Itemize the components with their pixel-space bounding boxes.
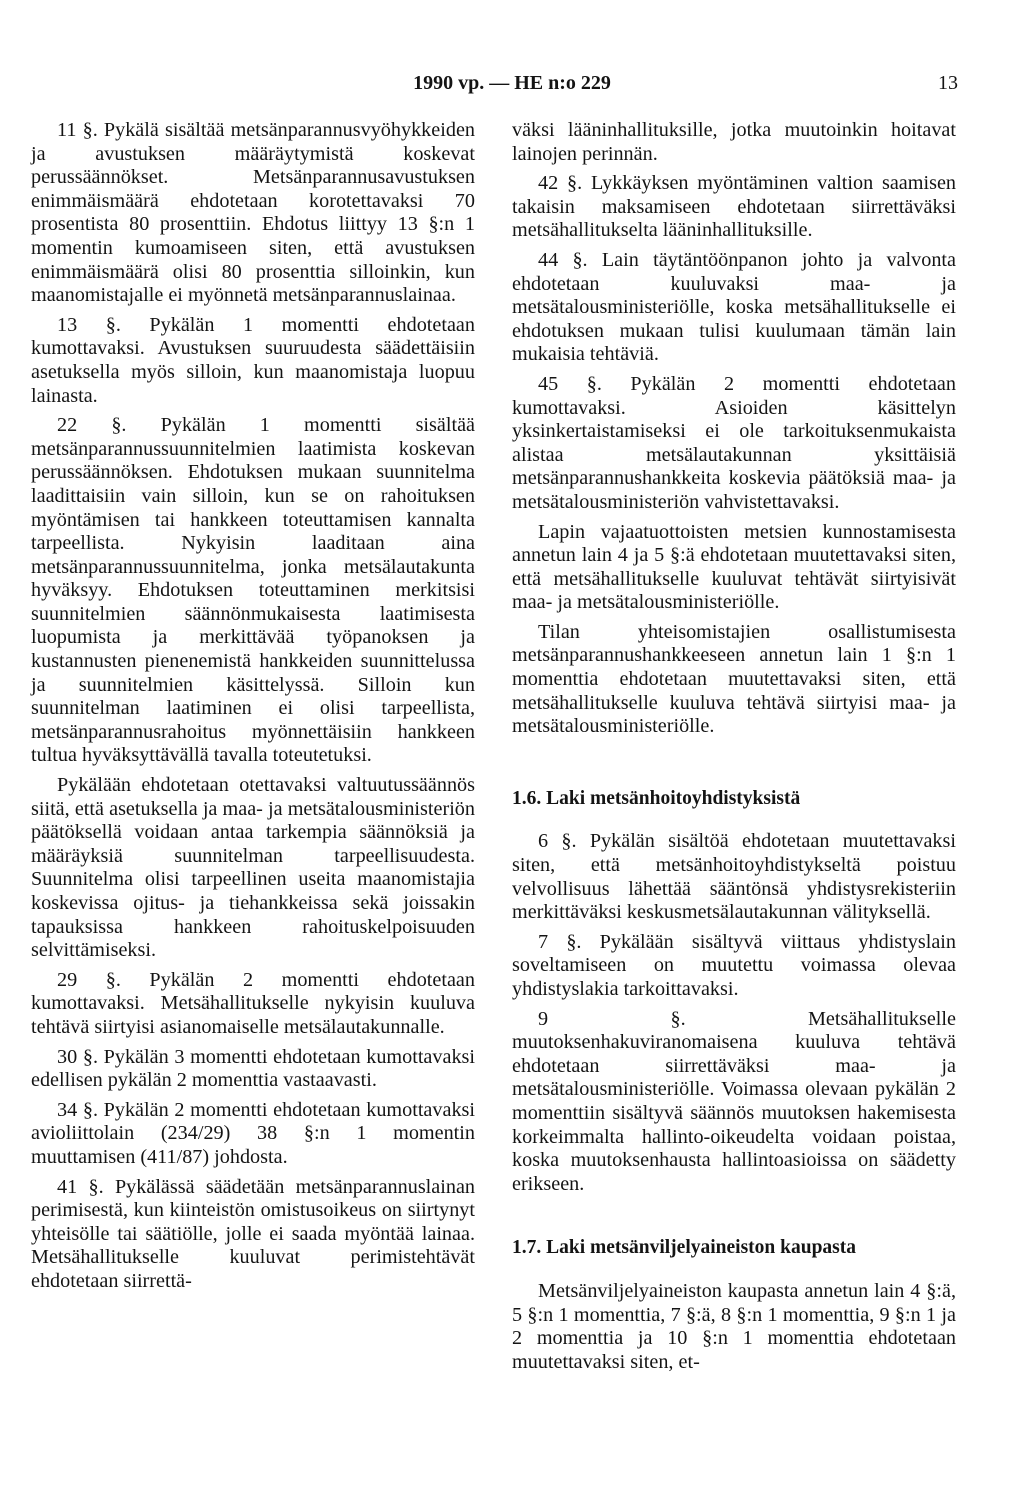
left-column bbox=[31, 119, 475, 1300]
section-22-paragraph: 22 §. Pykälän 1 momentti sisältää metsänparannussuunnitelmien laatimista koskevan perussäännöksen. Ehdotuksen mukaan suunnitelma laadittaisiin vain silloin, kun se on rahoituksen myöntämisen tai hankkeen toteuttamisen kannalta tarpeellista. Nykyisin laaditaan aina metsänparannussuunnitelma, jonka metsälautakunta hyväksyy. Ehdotuksen toteuttaminen merkitsisi suunnitelmien säännönmukaisesta laatimisesta luopumista ja merkittävää työpanoksen ja kustannusten pienenemistä hankkeiden suunnittelussa ja suunnitelmien käsittelyssä. Silloin kun suunnitelman laatiminen ei olisi tarpeellista, metsänparannusrahoitus myönnettäisiin hankkeen tultua hyväksyttävällä tavalla toteutetuksi. bbox=[31, 414, 475, 767]
section-6-paragraph: 6 §. Pykälän sisältöä ehdotetaan muutettavaksi siten, että metsänhoitoyhdistykseltä poistuu velvollisuus lähettää sääntönsä yhdistysrekisteriin merkittäväksi keskusmetsälautakunnan välityksellä. bbox=[512, 830, 956, 924]
continued-paragraph: väksi lääninhallituksille, jotka muutoinkin hoitavat lainojen perinnän. bbox=[512, 119, 956, 165]
section-30-paragraph: 30 §. Pykälän 3 momentti ehdotetaan kumottavaksi edellisen pykälän 2 momenttia vastaavasti. bbox=[31, 1045, 475, 1092]
section-13-paragraph: 13 §. Pykälän 1 momentti ehdotetaan kumottavaksi. Avustuksen suuruudesta säädettäisiin asetuksella myös silloin, kun maanomistaja luopuu lainasta. bbox=[31, 313, 475, 407]
section-29-paragraph: 29 §. Pykälän 2 momentti ehdotetaan kumottavaksi. Metsähallitukselle nykyisin kuuluva tehtävä siirtyisi asianomaiselle metsälautakunnalle. bbox=[31, 968, 475, 1038]
right-column bbox=[512, 119, 956, 1380]
section-41-paragraph: 41 §. Pykälässä säädetään metsänparannuslainan perimisestä, kun kiinteistön omistusoikeus on siirtynyt yhteisölle tai säätiölle, jolle ei saada myöntää lainaa. Metsähallitukselle kuuluvat perimistehtävät ehdotetaan siirrettä- bbox=[31, 1175, 475, 1292]
section-heading-1-7: 1.7. Laki metsänviljelyaineiston kaupasta bbox=[512, 1237, 857, 1259]
seed-trade-law-paragraph: Metsänviljelyaineiston kaupasta annetun lain 4 §:ä, 5 §:n 1 momenttia, 7 §:ä, 8 §:n 1 momenttia, 9 §:n 1 ja 2 momenttia ja 10 §:n 1 momenttia ehdotetaan muutettavaksi siten, et- bbox=[512, 1279, 956, 1373]
page-number: 13 bbox=[938, 72, 958, 94]
section-7-paragraph: 7 §. Pykälään sisältyvä viittaus yhdistyslain soveltamiseen on muutettu voimassa olevaa yhdistyslakia tarkoittavaksi. bbox=[512, 930, 956, 1000]
section-44-paragraph: 44 §. Lain täytäntöönpanon johto ja valvonta ehdotetaan kuuluvaksi maa- ja metsätalousministeriölle, koska metsähallitukselle ei ehdotuksen mukaan tulisi kuulumaan tämän lain mukaisia tehtäviä. bbox=[512, 248, 956, 366]
section-45-paragraph: 45 §. Pykälän 2 momentti ehdotetaan kumottavaksi. Asioiden käsittelyn yksinkertaistamiseksi ei ole tarkoituksenmukaista alistaa metsälautakunnan yksittäisiä metsänparannushankkeita koskevia päätöksiä maa- ja metsätalousministeriön vahvistettavaksi. bbox=[512, 372, 956, 513]
lapland-law-paragraph: Lapin vajaatuottoisten metsien kunnostamisesta annetun lain 4 ja 5 §:ä ehdotetaan muutettavaksi siten, että metsähallitukselle kuuluvat tehtävät siirtyisivät maa- ja metsätalousministeriölle. bbox=[512, 520, 956, 614]
section-heading-1-6: 1.6. Laki metsänhoitoyhdistyksistä bbox=[512, 787, 801, 809]
section-11-paragraph: 11 §. Pykälä sisältää metsänparannusvyöhykkeiden ja avustuksen määräytymistä koskevat perussäännökset. Metsänparannusavustuksen enimmäismäärä ehdotetaan korotettavaksi 70 prosentista 80 prosenttiin. Ehdotus liittyy 13 §:n 1 momentin kumoamiseen siten, että avustuksen enimmäismäärä olisi 80 prosenttia silloinkin, kun maanomistajalle ei myönnetä metsänparannuslainaa. bbox=[31, 119, 475, 307]
section-42-paragraph: 42 §. Lykkäyksen myöntäminen valtion saamisen takaisin maksamiseen ehdotetaan siirrettäväksi metsähallitukselta lääninhallituksille. bbox=[512, 172, 956, 242]
section-34-paragraph: 34 §. Pykälän 2 momentti ehdotetaan kumottavaksi avioliittolain (234/29) 38 §:n 1 momentin muuttamisen (411/87) johdosta. bbox=[31, 1098, 475, 1168]
section-22-authorization-paragraph: Pykälään ehdotetaan otettavaksi valtuutussäännös siitä, että asetuksella ja maa- ja metsätalousministeriön päätöksellä voidaan antaa tarkempia säännöksiä ja määräyksiä suunnitelman tarpeellisuudesta. Suunnitelma olisi tarpeellinen useita maanomistajia koskevissa ojitus- ja tiehankkeissa sekä joissakin tapauksissa hankkeen rahoituskelpoisuuden selvittämiseksi. bbox=[31, 774, 475, 962]
document-title: 1990 vp. — HE n:o 229 bbox=[413, 72, 611, 94]
page-header bbox=[0, 72, 1024, 102]
co-owners-law-paragraph: Tilan yhteisomistajien osallistumisesta metsänparannushankkeeseen annetun lain 1 §:n 1 momenttia ehdotetaan muutettavaksi siten, että metsähallitukselle kuuluva tehtävä siirtyisi maa- ja metsätalousministeriölle. bbox=[512, 620, 956, 738]
section-9-paragraph: 9 §. Metsähallitukselle muutoksenhakuviranomaisena kuuluva tehtävä ehdotetaan siirrettäväksi maa- ja metsätalousministeriölle. Voimassa olevaan pykälän 2 momenttiin sisältyvä säännös muutoksen hakemisesta korkeimmalta hallinto-oikeudelta voidaan poistaa, koska muutoksenhausta hallintoasioissa on säädetty erikseen. bbox=[512, 1007, 956, 1195]
